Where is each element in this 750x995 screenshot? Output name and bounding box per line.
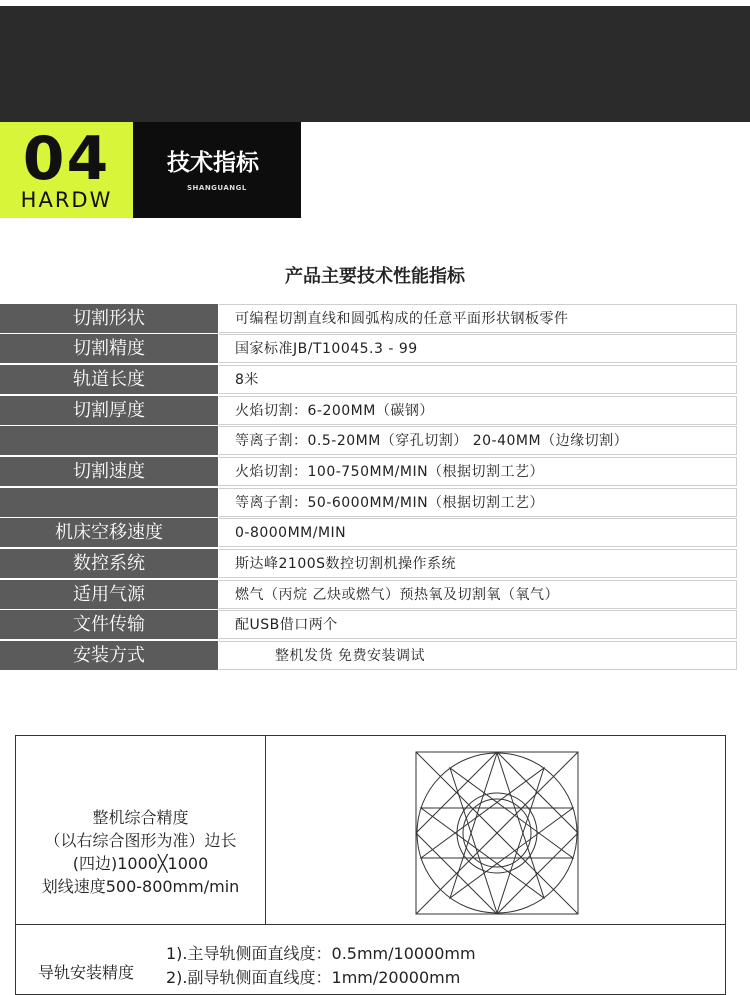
spec-label	[0, 488, 218, 517]
accuracy-line: 划线速度500-800mm/min	[41, 877, 240, 896]
spec-label: 安装方式	[0, 641, 218, 670]
spec-value: 斯达峰2100S数控切割机操作系统	[219, 549, 737, 578]
spec-value: 可编程切割直线和圆弧构成的任意平面形状钢板零件	[219, 304, 737, 333]
accuracy-line: (四边)1000╳1000	[72, 854, 209, 873]
spec-value: 8米	[219, 365, 737, 394]
table-row	[0, 426, 750, 456]
spec-value: 火焰切割：6-200MM（碳钢）	[219, 396, 737, 425]
accuracy-line: 整机综合精度	[92, 808, 189, 827]
spec-value: 整机发货 免费安装调试	[219, 641, 737, 670]
spec-label: 轨道长度	[0, 365, 218, 394]
badge-number: 04	[22, 124, 111, 194]
table-row	[0, 549, 750, 579]
spec-label: 切割精度	[0, 334, 218, 363]
table-row	[0, 610, 750, 640]
top-banner	[0, 0, 750, 122]
spec-value: 0-8000MM/MIN	[219, 518, 737, 547]
spec-value: 国家标准JB/T10045.3 - 99	[219, 334, 737, 363]
row-divider	[16, 924, 725, 925]
table-row	[0, 365, 750, 395]
rail-item: 2).副导轨侧面直线度：1mm/20000mm	[166, 968, 461, 987]
spec-label: 机床空移速度	[0, 518, 218, 547]
table-row	[0, 396, 750, 426]
table-row	[0, 304, 750, 334]
accuracy-table	[15, 735, 726, 995]
accuracy-text	[16, 806, 265, 898]
section-header	[133, 122, 301, 218]
spec-label: 切割厚度	[0, 396, 218, 425]
spec-value: 配USB借口两个	[219, 610, 737, 639]
accuracy-description	[16, 736, 266, 925]
table-row	[0, 488, 750, 518]
spec-label: 切割形状	[0, 304, 218, 333]
table-row	[0, 580, 750, 610]
test-pattern-icon	[415, 751, 579, 915]
table-row	[0, 334, 750, 364]
rail-label: 导轨安装精度	[38, 963, 135, 982]
section-header-subtitle: SHANGUANGL	[187, 184, 247, 192]
spec-value: 火焰切割：100-750MM/MIN（根据切割工艺）	[219, 457, 737, 486]
badge-word: HARDW	[20, 188, 113, 212]
table-row	[0, 641, 750, 671]
spec-label: 文件传输	[0, 610, 218, 639]
table-row	[0, 518, 750, 548]
accuracy-line: （以右综合图形为准）边长	[44, 831, 237, 850]
rail-item: 1).主导轨侧面直线度：0.5mm/10000mm	[166, 944, 476, 963]
table-row	[0, 457, 750, 487]
spec-label	[0, 426, 218, 455]
accuracy-figure-cell	[266, 736, 725, 924]
page-title: 产品主要技术性能指标	[285, 266, 465, 287]
spec-value: 燃气（丙烷 乙炔或燃气）预热氧及切割氧（氧气）	[219, 580, 737, 609]
top-edge	[0, 0, 750, 6]
spec-label: 切割速度	[0, 457, 218, 486]
spec-value: 等离子割：50-6000MM/MIN（根据切割工艺）	[219, 488, 737, 517]
section-header-title: 技术指标	[167, 150, 259, 176]
spec-label: 适用气源	[0, 580, 218, 609]
spec-value: 等离子割：0.5-20MM（穿孔切割） 20-40MM（边缘切割）	[219, 426, 737, 455]
section-badge	[0, 122, 133, 218]
spec-label: 数控系统	[0, 549, 218, 578]
